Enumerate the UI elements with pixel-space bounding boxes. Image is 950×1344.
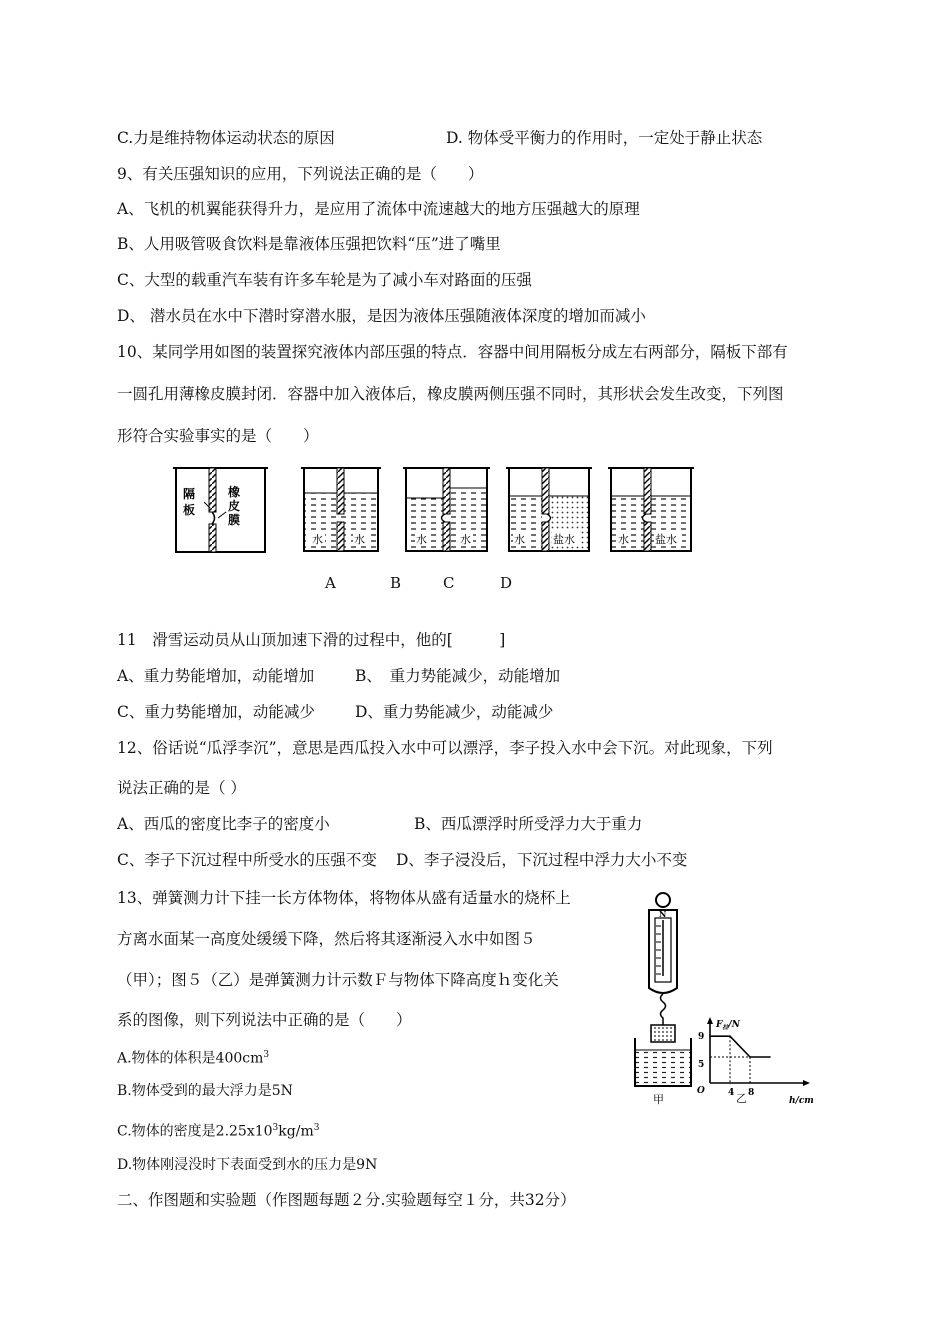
q13-line2: 方离水面某一高度处缓缓下降，然后将其逐渐浸入水中如图５ bbox=[117, 930, 536, 948]
reference-container bbox=[173, 468, 268, 552]
svg-text:水: 水 bbox=[618, 533, 629, 546]
q13-figure-jia bbox=[625, 890, 705, 1105]
x-tick-4: 4 bbox=[728, 1088, 735, 1098]
q12-option-c: C、李子下沉过程中所受水的压强不变 bbox=[117, 851, 377, 869]
q9-option-b: B、人用吸管吸食饮料是靠液体压强把饮料“压”进了嘴里 bbox=[117, 235, 501, 253]
q13-chart-yi bbox=[694, 1015, 846, 1107]
jia-label: 甲 bbox=[653, 1093, 664, 1105]
svg-text:盐水: 盐水 bbox=[655, 533, 677, 546]
container-b bbox=[403, 468, 490, 551]
f-h-point-3 bbox=[769, 1056, 771, 1058]
container-c bbox=[506, 468, 592, 551]
q13-line1: 13、弹簧测力计下挂一长方体物体，将物体从盛有适量水的烧杯上 bbox=[117, 889, 571, 907]
svg-text:皮: 皮 bbox=[228, 499, 241, 513]
q9-option-d: D、 潜水员在水中下潜时穿潜水服，是因为液体压强随液体深度的增加而减小 bbox=[117, 307, 646, 325]
q12-option-a: A、西瓜的密度比李子的密度小 bbox=[117, 815, 330, 833]
q10-line2: 一圆孔用薄橡皮膜封闭．容器中加入液体后，橡皮膜两侧压强不同时，其形状会发生改变，下列图 bbox=[117, 385, 784, 403]
svg-text:水: 水 bbox=[312, 533, 323, 546]
f-h-series-line bbox=[710, 1036, 770, 1057]
q10-line3: 形符合实验事实的是（ ） bbox=[117, 427, 319, 445]
f-h-point-1 bbox=[729, 1035, 731, 1037]
scale-n-mark: N bbox=[659, 909, 667, 919]
q10-option-d-label: D bbox=[500, 574, 513, 592]
container-d bbox=[608, 468, 694, 551]
q10-option-c-label: C bbox=[443, 574, 455, 592]
section2-heading: 二、作图题和实验题（作图题每题２分.实验题每空１分，共32分） bbox=[117, 1191, 576, 1209]
svg-text:水: 水 bbox=[354, 533, 365, 546]
q11-option-a: A、重力势能增加，动能增加 bbox=[117, 667, 315, 685]
q12-line2: 说法正确的是（ ） bbox=[117, 779, 246, 797]
q11-stem: 11 滑雪运动员从山顶加速下滑的过程中，他的[ ] bbox=[117, 631, 506, 649]
q9-stem: 9、有关压强知识的应用，下列说法正确的是（ ） bbox=[117, 165, 484, 183]
q10-line1: 10、某同学用如图的装置探究液体内部压强的特点．容器中间用隔板分成左右两部分，隔板下部有 bbox=[117, 343, 788, 361]
q9-option-c: C、大型的载重汽车装有许多车轮是为了减小车对路面的压强 bbox=[117, 271, 532, 289]
q10-figure bbox=[170, 460, 700, 560]
x-axis-label: h/cm bbox=[789, 1096, 814, 1106]
q10-option-b-label: B bbox=[390, 574, 402, 592]
q13-line3: （甲）；图５（乙）是弹簧测力计示数Ｆ与物体下降高度ｈ变化关 bbox=[117, 971, 559, 989]
f-h-point-2 bbox=[749, 1056, 751, 1058]
y-axis-label: $F_拉/N$ bbox=[716, 1020, 740, 1031]
container-a bbox=[301, 468, 381, 551]
q8-option-c: C.力是维持物体运动状态的原因 bbox=[117, 129, 335, 147]
svg-text:盐水: 盐水 bbox=[553, 533, 575, 546]
svg-text:水: 水 bbox=[460, 533, 471, 546]
q9-option-a: A、飞机的机翼能获得升力，是应用了流体中流速越大的地方压强越大的原理 bbox=[117, 200, 640, 218]
q11-option-b: B、 重力势能减少，动能增加 bbox=[355, 667, 561, 685]
svg-text:膜: 膜 bbox=[228, 513, 241, 527]
q13-option-c: C.物体的密度是$2.25x10^3kg/m^3$ bbox=[117, 1123, 320, 1140]
y-tick-9: 9 bbox=[698, 1032, 705, 1042]
partition-label-1: 隔 bbox=[183, 487, 196, 501]
q11-option-c: C、重力势能增加，动能减少 bbox=[117, 703, 315, 721]
q13-option-a: A.物体的体积是$400cm^3$ bbox=[117, 1050, 270, 1067]
q13-line4: 系的图像，则下列说法中正确的是（ ） bbox=[117, 1011, 412, 1029]
f-h-point-0 bbox=[709, 1035, 711, 1037]
q13-option-d: D.物体刚浸没时下表面受到水的压力是9N bbox=[117, 1157, 378, 1173]
svg-text:水: 水 bbox=[514, 533, 525, 546]
partition-label-2: 板 bbox=[183, 503, 196, 517]
q12-option-d: D、李子浸没后，下沉过程中浮力大小不变 bbox=[396, 851, 688, 869]
q8-option-d: D. 物体受平衡力的作用时，一定处于静止状态 bbox=[446, 129, 763, 147]
q12-option-b: B、西瓜漂浮时所受浮力大于重力 bbox=[414, 815, 643, 833]
x-tick-8: 8 bbox=[748, 1088, 755, 1098]
q12-line1: 12、俗话说“瓜浮李沉”，意思是西瓜投入水中可以漂浮，李子投入水中会下沉。对此现象，下列 bbox=[117, 739, 773, 757]
svg-text:橡: 橡 bbox=[228, 485, 241, 499]
x-axis-arrow bbox=[803, 1080, 810, 1086]
origin-label: O bbox=[697, 1086, 705, 1096]
q13-option-b: B.物体受到的最大浮力是5N bbox=[117, 1083, 293, 1099]
q10-option-a-label: A bbox=[325, 574, 336, 592]
yi-label: 乙 bbox=[736, 1092, 747, 1105]
y-tick-5: 5 bbox=[698, 1060, 705, 1070]
y-axis-arrow bbox=[707, 1017, 713, 1024]
svg-text:水: 水 bbox=[416, 533, 427, 546]
q11-option-d: D、重力势能减少，动能减少 bbox=[355, 703, 554, 721]
